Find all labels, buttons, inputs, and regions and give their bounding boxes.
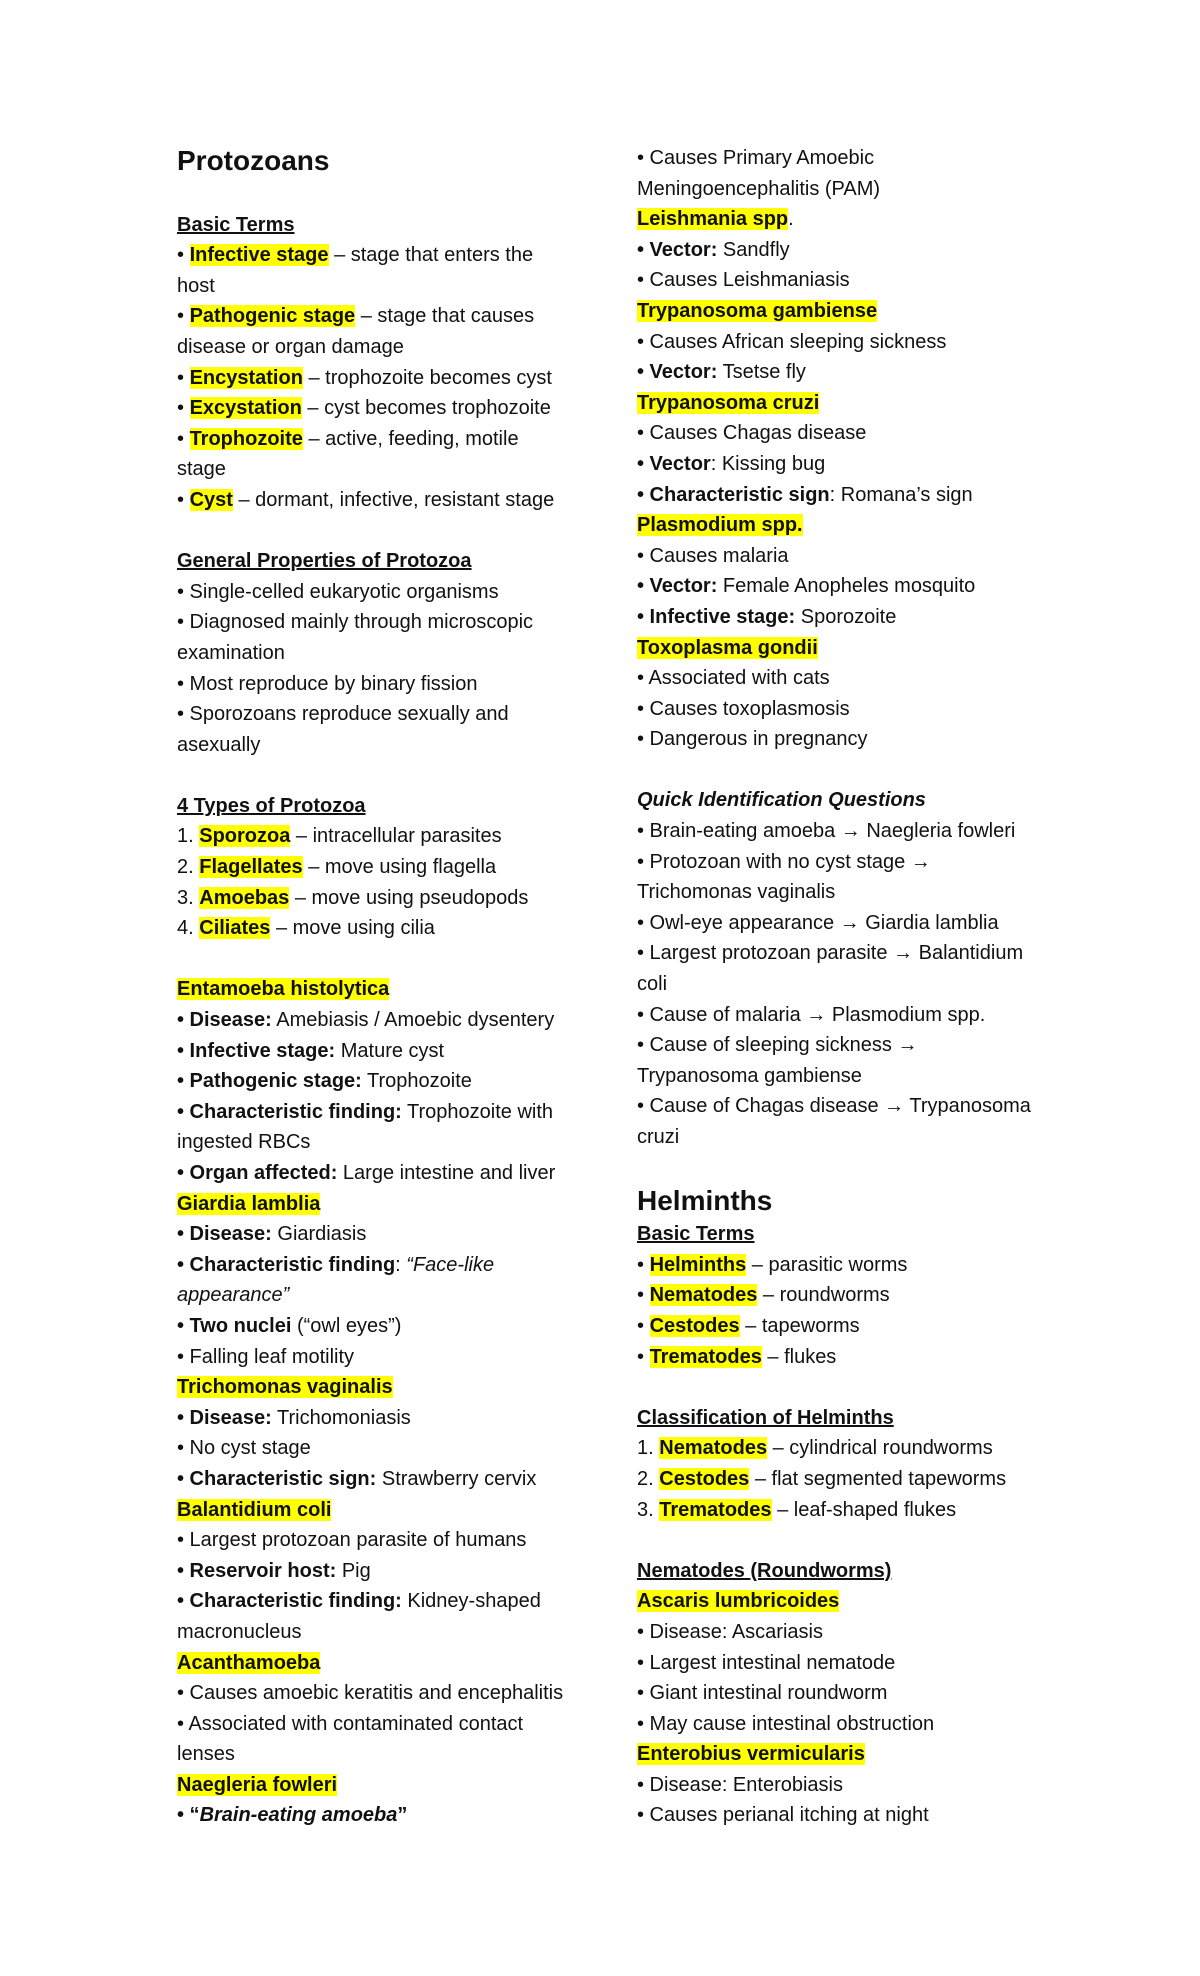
text-segment: Large intestine and liver [337, 1162, 556, 1184]
text-segment: • Disease: [177, 1009, 272, 1032]
text-segment: • Dangerous in pregnancy [637, 728, 868, 751]
text-line [177, 1800, 597, 1831]
text-segment: • Associated with cats [637, 667, 830, 690]
highlighted-term: Excystation [189, 397, 302, 420]
text-segment: • Largest protozoan parasite of humans [177, 1529, 527, 1552]
text-line [177, 271, 597, 302]
text-line [177, 852, 597, 883]
text-segment: • Diagnosed mainly through microscopic [177, 611, 534, 634]
text-segment: • Protozoan with no cyst stage → [637, 850, 931, 873]
text-segment: • Infective stage: [177, 1039, 336, 1062]
text-segment: • Vector: [637, 575, 718, 598]
text-line [177, 1005, 597, 1036]
text-segment: • Largest protozoan parasite → Balantidium [637, 942, 1024, 965]
text-line [637, 296, 1047, 327]
text-segment: asexually [177, 733, 261, 756]
text-line [177, 1648, 597, 1679]
text-segment: 1. [177, 825, 200, 848]
text-line [637, 1739, 1047, 1770]
text-segment: Strawberry cervix [376, 1467, 537, 1490]
text-segment: – cylindrical roundworms [767, 1437, 993, 1460]
text-segment: Pig [336, 1559, 371, 1582]
text-segment: – dormant, infective, resistant stage [232, 488, 555, 511]
highlighted-term: Ciliates [199, 917, 271, 940]
subsection-heading: Nematodes (Roundworms) [637, 1559, 892, 1582]
text-line [177, 1586, 597, 1617]
text-line [177, 1709, 597, 1740]
text-segment: • Disease: [177, 1406, 272, 1429]
text-segment: Brain-eating amoeba [199, 1804, 398, 1827]
highlighted-term: Naegleria fowleri [177, 1773, 338, 1796]
highlighted-term: Plasmodium spp. [637, 514, 803, 537]
text-segment: appearance” [177, 1284, 290, 1307]
text-line [177, 1158, 597, 1189]
text-line [177, 1372, 597, 1403]
highlighted-term: Toxoplasma gondii [637, 636, 818, 659]
spacer [637, 1525, 1047, 1556]
text-segment: • Infective stage: [637, 605, 796, 628]
text-segment: • Causes amoebic keratitis and encephalitis [177, 1682, 564, 1705]
text-line [177, 1342, 597, 1373]
text-line [637, 1061, 1047, 1092]
text-line [637, 724, 1047, 755]
spacer [637, 1372, 1047, 1403]
text-segment: • Owl-eye appearance → Giardia lamblia [637, 911, 999, 934]
text-line [177, 393, 597, 424]
text-segment: • Causes Primary Amoebic [637, 147, 875, 169]
text-line [177, 1280, 597, 1311]
text-segment: • Characteristic sign: [177, 1467, 377, 1490]
text-segment: 2. [177, 856, 200, 879]
text-segment: • Brain-eating amoeba → Naegleria fowleri [637, 820, 1016, 843]
text-line [177, 669, 597, 700]
heading-line [637, 1556, 1047, 1587]
text-line [177, 454, 597, 485]
text-segment: Sporozoite [795, 605, 897, 628]
highlighted-term: Trematodes [649, 1345, 762, 1368]
text-segment: • Characteristic finding: [177, 1590, 402, 1613]
highlighted-term: Sporozoa [199, 825, 291, 848]
text-segment: • Causes toxoplasmosis [637, 697, 850, 720]
left-column [177, 143, 597, 1831]
text-line [177, 1525, 597, 1556]
text-segment: coli [637, 973, 668, 996]
text-segment: • [177, 427, 190, 450]
text-segment: • Associated with contaminated contact [177, 1712, 524, 1735]
text-segment: • [177, 397, 190, 420]
text-segment: • Causes African sleeping sickness [637, 330, 947, 353]
text-line [637, 388, 1047, 419]
text-segment: – move using pseudopods [289, 886, 529, 909]
text-segment: – intracellular parasites [290, 825, 502, 848]
text-segment: Sandfly [717, 238, 790, 261]
text-line [177, 821, 597, 852]
heading-line [637, 1403, 1047, 1434]
text-segment: examination [177, 641, 285, 664]
text-line [637, 204, 1047, 235]
text-line [177, 485, 597, 516]
text-line [177, 577, 597, 608]
text-segment: 1. [637, 1437, 660, 1460]
text-segment: • No cyst stage [177, 1437, 311, 1460]
text-line [637, 663, 1047, 694]
text-line [637, 510, 1047, 541]
text-segment: • Two nuclei [177, 1314, 292, 1337]
text-line [177, 1127, 597, 1158]
text-line [637, 1091, 1047, 1122]
highlighted-term: Pathogenic stage [189, 305, 356, 328]
text-segment: • May cause intestinal obstruction [637, 1712, 935, 1735]
spacer [177, 944, 597, 975]
text-segment: – cyst becomes trophozoite [301, 397, 551, 420]
text-segment: • Disease: [177, 1223, 272, 1246]
text-line [637, 633, 1047, 664]
text-segment: – trophozoite becomes cyst [302, 366, 552, 389]
text-line [177, 1036, 597, 1067]
heading-line [177, 546, 597, 577]
spacer [177, 179, 597, 210]
text-line [637, 694, 1047, 725]
text-line [637, 1030, 1047, 1061]
highlighted-term: Trypanosoma gambiense [637, 299, 878, 322]
text-line [177, 1219, 597, 1250]
text-line [637, 847, 1047, 878]
text-line [637, 1342, 1047, 1373]
text-segment: • Characteristic finding: [177, 1100, 402, 1123]
text-segment: • Organ affected: [177, 1162, 338, 1184]
text-line [637, 480, 1047, 511]
text-segment: macronucleus [177, 1620, 302, 1643]
text-segment: Female Anopheles mosquito [717, 575, 976, 598]
text-line [637, 1495, 1047, 1526]
text-line [637, 1648, 1047, 1679]
subsection-heading: Classification of Helminths [637, 1406, 894, 1429]
text-segment: • Sporozoans reproduce sexually and [177, 703, 509, 726]
section-title: Protozoans [177, 145, 330, 176]
text-segment: host [177, 274, 215, 297]
highlighted-term: Cyst [189, 488, 233, 511]
text-line [637, 541, 1047, 572]
highlighted-term: Cestodes [659, 1467, 750, 1490]
subsection-heading: Basic Terms [177, 213, 295, 236]
heading-line [177, 210, 597, 241]
text-segment: • Cause of sleeping sickness → [637, 1034, 918, 1057]
text-segment: : Romana’s sign [829, 483, 973, 506]
text-segment: • Causes Leishmaniasis [637, 269, 850, 292]
section-title: Helminths [637, 1185, 773, 1217]
text-line [177, 638, 597, 669]
highlighted-term: Cestodes [649, 1314, 740, 1337]
text-segment: • Most reproduce by binary fission [177, 672, 478, 695]
text-segment: • [177, 488, 190, 511]
text-line [177, 1189, 597, 1220]
text-segment: • Vector [637, 452, 711, 475]
text-segment: cruzi [637, 1126, 680, 1148]
highlighted-term: Flagellates [199, 856, 303, 879]
highlighted-term: Amoebas [199, 886, 290, 909]
text-segment: 3. [177, 886, 200, 909]
text-segment: . [788, 208, 794, 231]
text-segment: Trichomoniasis [271, 1406, 411, 1429]
text-line [637, 1770, 1047, 1801]
text-segment: (“owl eyes”) [291, 1314, 402, 1337]
highlighted-term: Enterobius vermicularis [637, 1743, 865, 1766]
text-segment: – roundworms [757, 1284, 890, 1307]
text-line [177, 913, 597, 944]
text-segment: • [637, 1314, 650, 1337]
text-segment: • Vector: [637, 361, 718, 384]
text-line [177, 1495, 597, 1526]
text-segment: Giardiasis [271, 1223, 367, 1246]
text-segment: Trophozoite [361, 1070, 472, 1093]
text-segment: Trophozoite with [401, 1100, 554, 1123]
highlighted-term: Leishmania spp [637, 208, 789, 231]
text-line [177, 607, 597, 638]
text-segment: • Characteristic finding [177, 1253, 396, 1276]
text-line [177, 240, 597, 271]
text-line [637, 1800, 1047, 1831]
text-segment: – stage that enters the [328, 244, 534, 267]
text-segment: Quick Identification Questions [637, 789, 926, 812]
text-line [177, 883, 597, 914]
text-segment: : [395, 1253, 407, 1276]
text-line [637, 969, 1047, 1000]
text-segment: • Causes perianal itching at night [637, 1804, 929, 1827]
text-segment: disease or organ damage [177, 335, 404, 358]
text-line [177, 1433, 597, 1464]
spacer [637, 755, 1047, 786]
text-segment: – move using flagella [302, 856, 497, 879]
text-segment: • Disease: Enterobiasis [637, 1773, 843, 1796]
text-line [637, 327, 1047, 358]
text-line [177, 1556, 597, 1587]
text-line [637, 938, 1047, 969]
text-line [637, 1709, 1047, 1740]
text-line [637, 1617, 1047, 1648]
highlighted-term: Encystation [189, 366, 303, 389]
text-line [637, 1311, 1047, 1342]
text-segment: • Giant intestinal roundworm [637, 1682, 888, 1705]
text-segment: 2. [637, 1467, 660, 1490]
text-segment: – active, feeding, motile [302, 427, 519, 450]
text-segment: • [177, 244, 190, 267]
text-line [177, 1066, 597, 1097]
text-segment: • [177, 305, 190, 328]
text-segment: : Kissing bug [710, 452, 826, 475]
highlighted-term: Trypanosoma cruzi [637, 391, 820, 414]
text-segment: Meningoencephalitis (PAM) [637, 177, 881, 200]
highlighted-term: Trichomonas vaginalis [177, 1376, 393, 1399]
text-line [177, 974, 597, 1005]
text-line [177, 1770, 597, 1801]
text-line [637, 1433, 1047, 1464]
text-segment: • [637, 1345, 650, 1368]
text-line [637, 174, 1047, 205]
highlighted-term: Trophozoite [189, 427, 303, 450]
text-segment: • Causes Chagas disease [637, 422, 867, 445]
text-segment: • Cause of malaria → Plasmodium spp. [637, 1003, 986, 1026]
heading-line [637, 1219, 1047, 1250]
text-segment: • [177, 366, 190, 389]
text-line [177, 1464, 597, 1495]
highlighted-term: Helminths [649, 1253, 747, 1276]
text-line [637, 265, 1047, 296]
text-segment: • Characteristic sign [637, 483, 830, 506]
text-segment: – parasitic worms [746, 1253, 908, 1276]
heading-line [177, 791, 597, 822]
text-segment: Tsetse fly [717, 361, 806, 384]
text-line [637, 785, 1047, 816]
text-segment: Mature cyst [335, 1039, 445, 1062]
highlighted-term: Balantidium coli [177, 1498, 332, 1521]
text-segment: ingested RBCs [177, 1131, 311, 1154]
spacer [177, 760, 597, 791]
text-line [177, 1311, 597, 1342]
text-line [637, 143, 1047, 174]
text-segment: – move using cilia [270, 917, 435, 940]
text-segment: • Vector: [637, 238, 718, 261]
text-segment: • Falling leaf motility [177, 1345, 355, 1368]
text-line [637, 357, 1047, 388]
text-line [637, 602, 1047, 633]
text-line [177, 699, 597, 730]
text-segment: – flukes [761, 1345, 837, 1368]
subsection-heading: Basic Terms [637, 1223, 755, 1246]
text-line [177, 1739, 597, 1770]
text-segment: Amebiasis / Amoebic dysentery [271, 1009, 555, 1032]
text-line [177, 1617, 597, 1648]
text-line [637, 235, 1047, 266]
text-line [637, 571, 1047, 602]
text-segment: – leaf-shaped flukes [771, 1498, 957, 1521]
text-segment: lenses [177, 1743, 235, 1766]
text-line [637, 1000, 1047, 1031]
text-segment: “Face-like [406, 1253, 495, 1276]
text-segment: Trichomonas vaginalis [637, 881, 836, 904]
text-segment: 4. [177, 917, 200, 940]
text-segment: – flat segmented tapeworms [749, 1467, 1007, 1490]
text-line [637, 816, 1047, 847]
highlighted-term: Ascaris lumbricoides [637, 1590, 840, 1613]
spacer [637, 1153, 1047, 1184]
text-line [637, 1464, 1047, 1495]
highlighted-term: Trematodes [659, 1498, 772, 1521]
text-line [637, 418, 1047, 449]
text-line [177, 301, 597, 332]
text-segment: – tapeworms [739, 1314, 860, 1337]
text-segment: • Reservoir host: [177, 1559, 337, 1582]
text-segment: • “ [177, 1804, 200, 1827]
text-line [177, 730, 597, 761]
text-line [637, 1122, 1047, 1153]
text-line [177, 1403, 597, 1434]
right-column [637, 143, 1047, 1831]
text-segment: Kidney-shaped [401, 1590, 541, 1613]
text-segment: • [637, 1284, 650, 1307]
text-line [177, 1097, 597, 1128]
spacer [177, 516, 597, 547]
text-line [637, 908, 1047, 939]
text-segment: ” [397, 1804, 408, 1827]
text-segment: • Single-celled eukaryotic organisms [177, 580, 499, 603]
text-segment: • Causes malaria [637, 544, 789, 567]
text-line [177, 1678, 597, 1709]
text-line [637, 1250, 1047, 1281]
text-line [177, 1250, 597, 1281]
text-segment: Trypanosoma gambiense [637, 1064, 862, 1087]
text-segment: • Cause of Chagas disease → Trypanosoma [637, 1095, 1031, 1118]
text-segment: • [637, 1253, 650, 1276]
text-segment: • Pathogenic stage: [177, 1070, 362, 1093]
highlighted-term: Infective stage [189, 244, 329, 267]
highlighted-term: Giardia lamblia [177, 1192, 321, 1215]
subsection-heading: 4 Types of Protozoa [177, 794, 366, 817]
text-line [177, 332, 597, 363]
text-line [637, 449, 1047, 480]
text-line [637, 877, 1047, 908]
text-segment: • Disease: Ascariasis [637, 1620, 823, 1643]
text-segment: 3. [637, 1498, 660, 1521]
highlighted-term: Entamoeba histolytica [177, 978, 390, 1001]
subsection-heading: General Properties of Protozoa [177, 550, 472, 573]
text-segment: • Largest intestinal nematode [637, 1651, 896, 1674]
highlighted-term: Nematodes [649, 1284, 758, 1307]
text-line [177, 424, 597, 455]
highlighted-term: Acanthamoeba [177, 1651, 321, 1674]
text-segment: stage [177, 458, 226, 481]
text-line [177, 363, 597, 394]
text-line [637, 1280, 1047, 1311]
text-line [637, 1586, 1047, 1617]
text-line [637, 1678, 1047, 1709]
text-segment: – stage that causes [355, 305, 535, 328]
highlighted-term: Nematodes [659, 1437, 768, 1460]
